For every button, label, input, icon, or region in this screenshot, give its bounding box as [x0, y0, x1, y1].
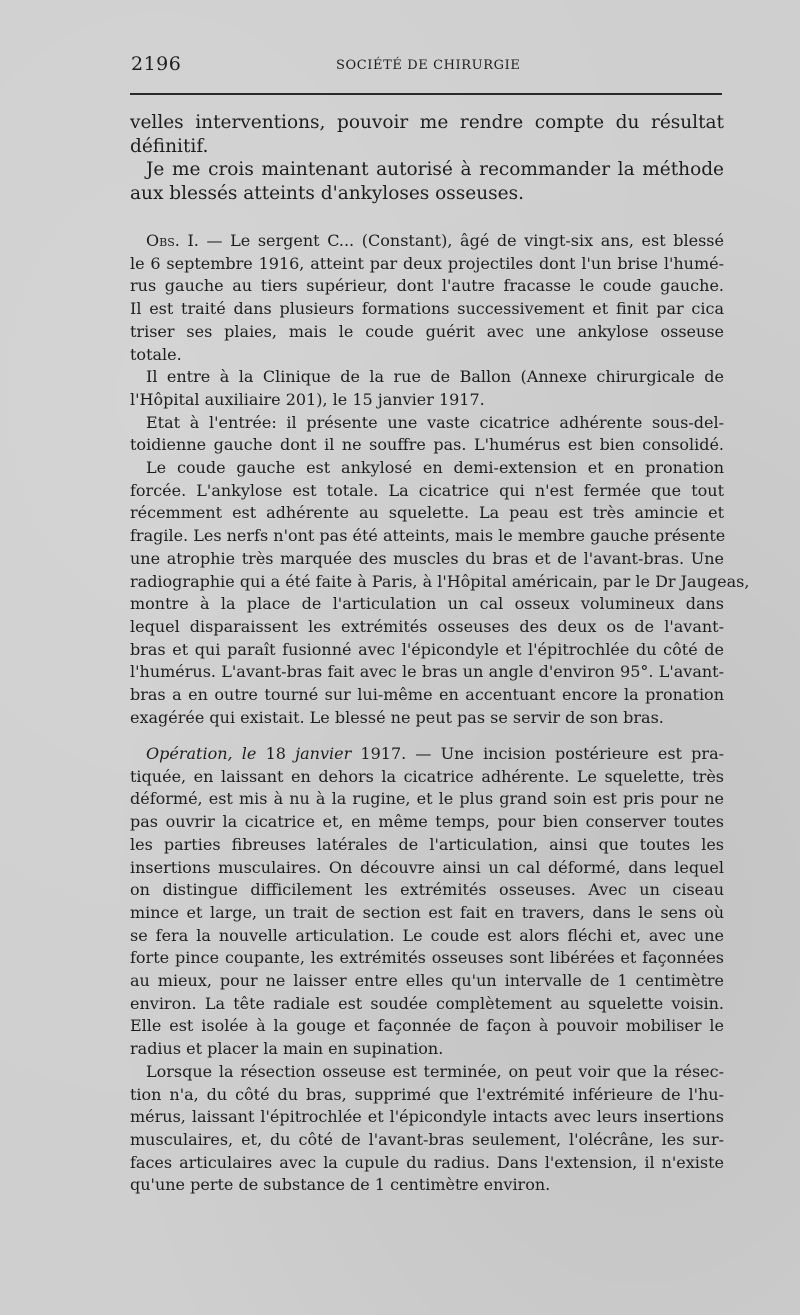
text-line: tiquée, en laissant en dehors la cicatrice adhérente. Le squelette, très — [130, 766, 724, 786]
page-number: 2196 — [131, 53, 182, 75]
text-line: Lorsque la résection osseuse est terminée, on peut voir que la résec- — [146, 1061, 724, 1081]
running-title: SOCIÉTÉ DE CHIRURGIE — [336, 58, 521, 73]
text-line: Etat à l'entrée: il présente une vaste cicatrice adhérente sous-del- — [146, 412, 724, 432]
text-line: Il entre à la Clinique de la rue de Ballon (Annexe chirurgicale de — [146, 367, 724, 387]
operation-label: Opération, le — [146, 744, 257, 763]
text-line: Il est traité dans plusieurs formations successivement et finit par cica — [130, 299, 724, 319]
text-line: musculaires, et, du côté de l'avant-bras seulement, l'olécrâne, les sur- — [130, 1129, 724, 1149]
text-line: triser ses plaies, mais le coude guérit avec une ankylose osseuse — [130, 321, 724, 341]
text-line: fragile. Les nerfs n'ont pas été atteints, mais le membre gauche présente — [130, 526, 726, 546]
text-line: l'Hôpital auxiliaire 201), le 15 janvier 1917. — [130, 389, 485, 409]
text-line: forte pince coupante, les extrémités osseuses sont libérées et façonnées — [130, 948, 724, 968]
text-line: Obs. I. — Le sergent C... (Constant), âgé de vingt-six ans, est blessé — [146, 231, 724, 250]
text-line: radius et placer la main en supination. — [130, 1039, 444, 1059]
text-line: mince et large, un trait de section est fait en travers, dans le sens où — [130, 902, 724, 922]
text-line: qu'une perte de substance de 1 centimètre environ. — [130, 1175, 551, 1195]
text-line: déformé, est mis à nu à la rugine, et le plus grand soin est pris pour ne — [130, 789, 724, 809]
text-line: faces articulaires avec la cupule du radius. Dans l'extension, il n'existe — [130, 1152, 724, 1172]
text-line: Opération, le 18 janvier 1917. — Une incision postérieure est pra- — [146, 744, 725, 763]
text-line: aux blessés atteints d'ankyloses osseuses. — [130, 182, 524, 204]
header-rule — [130, 93, 722, 95]
operation-paragraph — [130, 743, 724, 1197]
text-line: toidienne gauche dont il ne souffre pas. L'humérus est bien consolidé. — [130, 435, 724, 455]
text-line: forcée. L'ankylose est totale. La cicatrice qui n'est fermée que tout — [130, 480, 724, 500]
text-line: rus gauche au tiers supérieur, dont l'autre fracasse le coude gauche. — [130, 276, 724, 296]
text-line: tion n'a, du côté du bras, supprimé que l'extrémité inférieure de l'hu- — [130, 1084, 724, 1104]
text-line: mérus, laissant l'épitrochlée et l'épicondyle intacts avec leurs insertions — [130, 1107, 724, 1127]
text-line: velles interventions, pouvoir me rendre compte du résultat — [130, 112, 724, 133]
text-line: récemment est adhérente au squelette. La peau est très amincie et — [130, 503, 724, 523]
text-line: on distingue difficilement les extrémités osseuses. Avec un ciseau — [130, 880, 724, 900]
text-line: se fera la nouvelle articulation. Le coude est alors fléchi et, avec une — [130, 925, 724, 945]
text-line: totale. — [130, 344, 182, 364]
intro-paragraph — [130, 111, 724, 205]
text-line: bras a en outre tourné sur lui-même en accentuant encore la pronation — [130, 685, 724, 705]
text-line: pas ouvrir la cicatrice et, en même temps, pour bien conserver toutes — [130, 812, 724, 832]
text-line: une atrophie très marquée des muscles du bras et de l'avant-bras. Une — [130, 548, 724, 568]
text-line: radiographie qui a été faite à Paris, à l'Hôpital américain, par le Dr Jaugeas, — [130, 571, 750, 591]
text-line: le 6 septembre 1916, atteint par deux projectiles dont l'un brise l'humé- — [130, 253, 724, 273]
text-line: Je me crois maintenant autorisé à recommander la méthode — [146, 159, 724, 180]
text-line: Le coude gauche est ankylosé en demi-extension et en pronation — [146, 458, 724, 478]
observation-paragraph — [130, 230, 750, 729]
observation-label: Obs. I. — [146, 231, 199, 250]
text-line: lequel disparaissent les extrémités osseuses des deux os de l'avant- — [130, 616, 724, 636]
text-line: bras et qui paraît fusionné avec l'épicondyle et l'épitrochlée du côté de — [130, 639, 724, 659]
text-line: montre à la place de l'articulation un cal osseux volumineux dans — [130, 594, 724, 614]
text-line: au mieux, pour ne laisser entre elles qu'un intervalle de 1 centimètre — [130, 971, 724, 991]
text-line: définitif. — [130, 135, 209, 157]
text-line: exagérée qui existait. Le blessé ne peut pas se servir de son bras. — [130, 707, 664, 727]
text-line: Elle est isolée à la gouge et façonnée de façon à pouvoir mobiliser le — [130, 1016, 724, 1036]
text-line: insertions musculaires. On découvre ainsi un cal déformé, dans lequel — [130, 857, 724, 877]
text-line: environ. La tête radiale est soudée complètement au squelette voisin. — [130, 993, 724, 1013]
text-line: les parties fibreuses latérales de l'articulation, ainsi que toutes les — [130, 834, 724, 854]
text-line: l'humérus. L'avant-bras fait avec le bras un angle d'environ 95°. L'avant- — [130, 662, 724, 682]
